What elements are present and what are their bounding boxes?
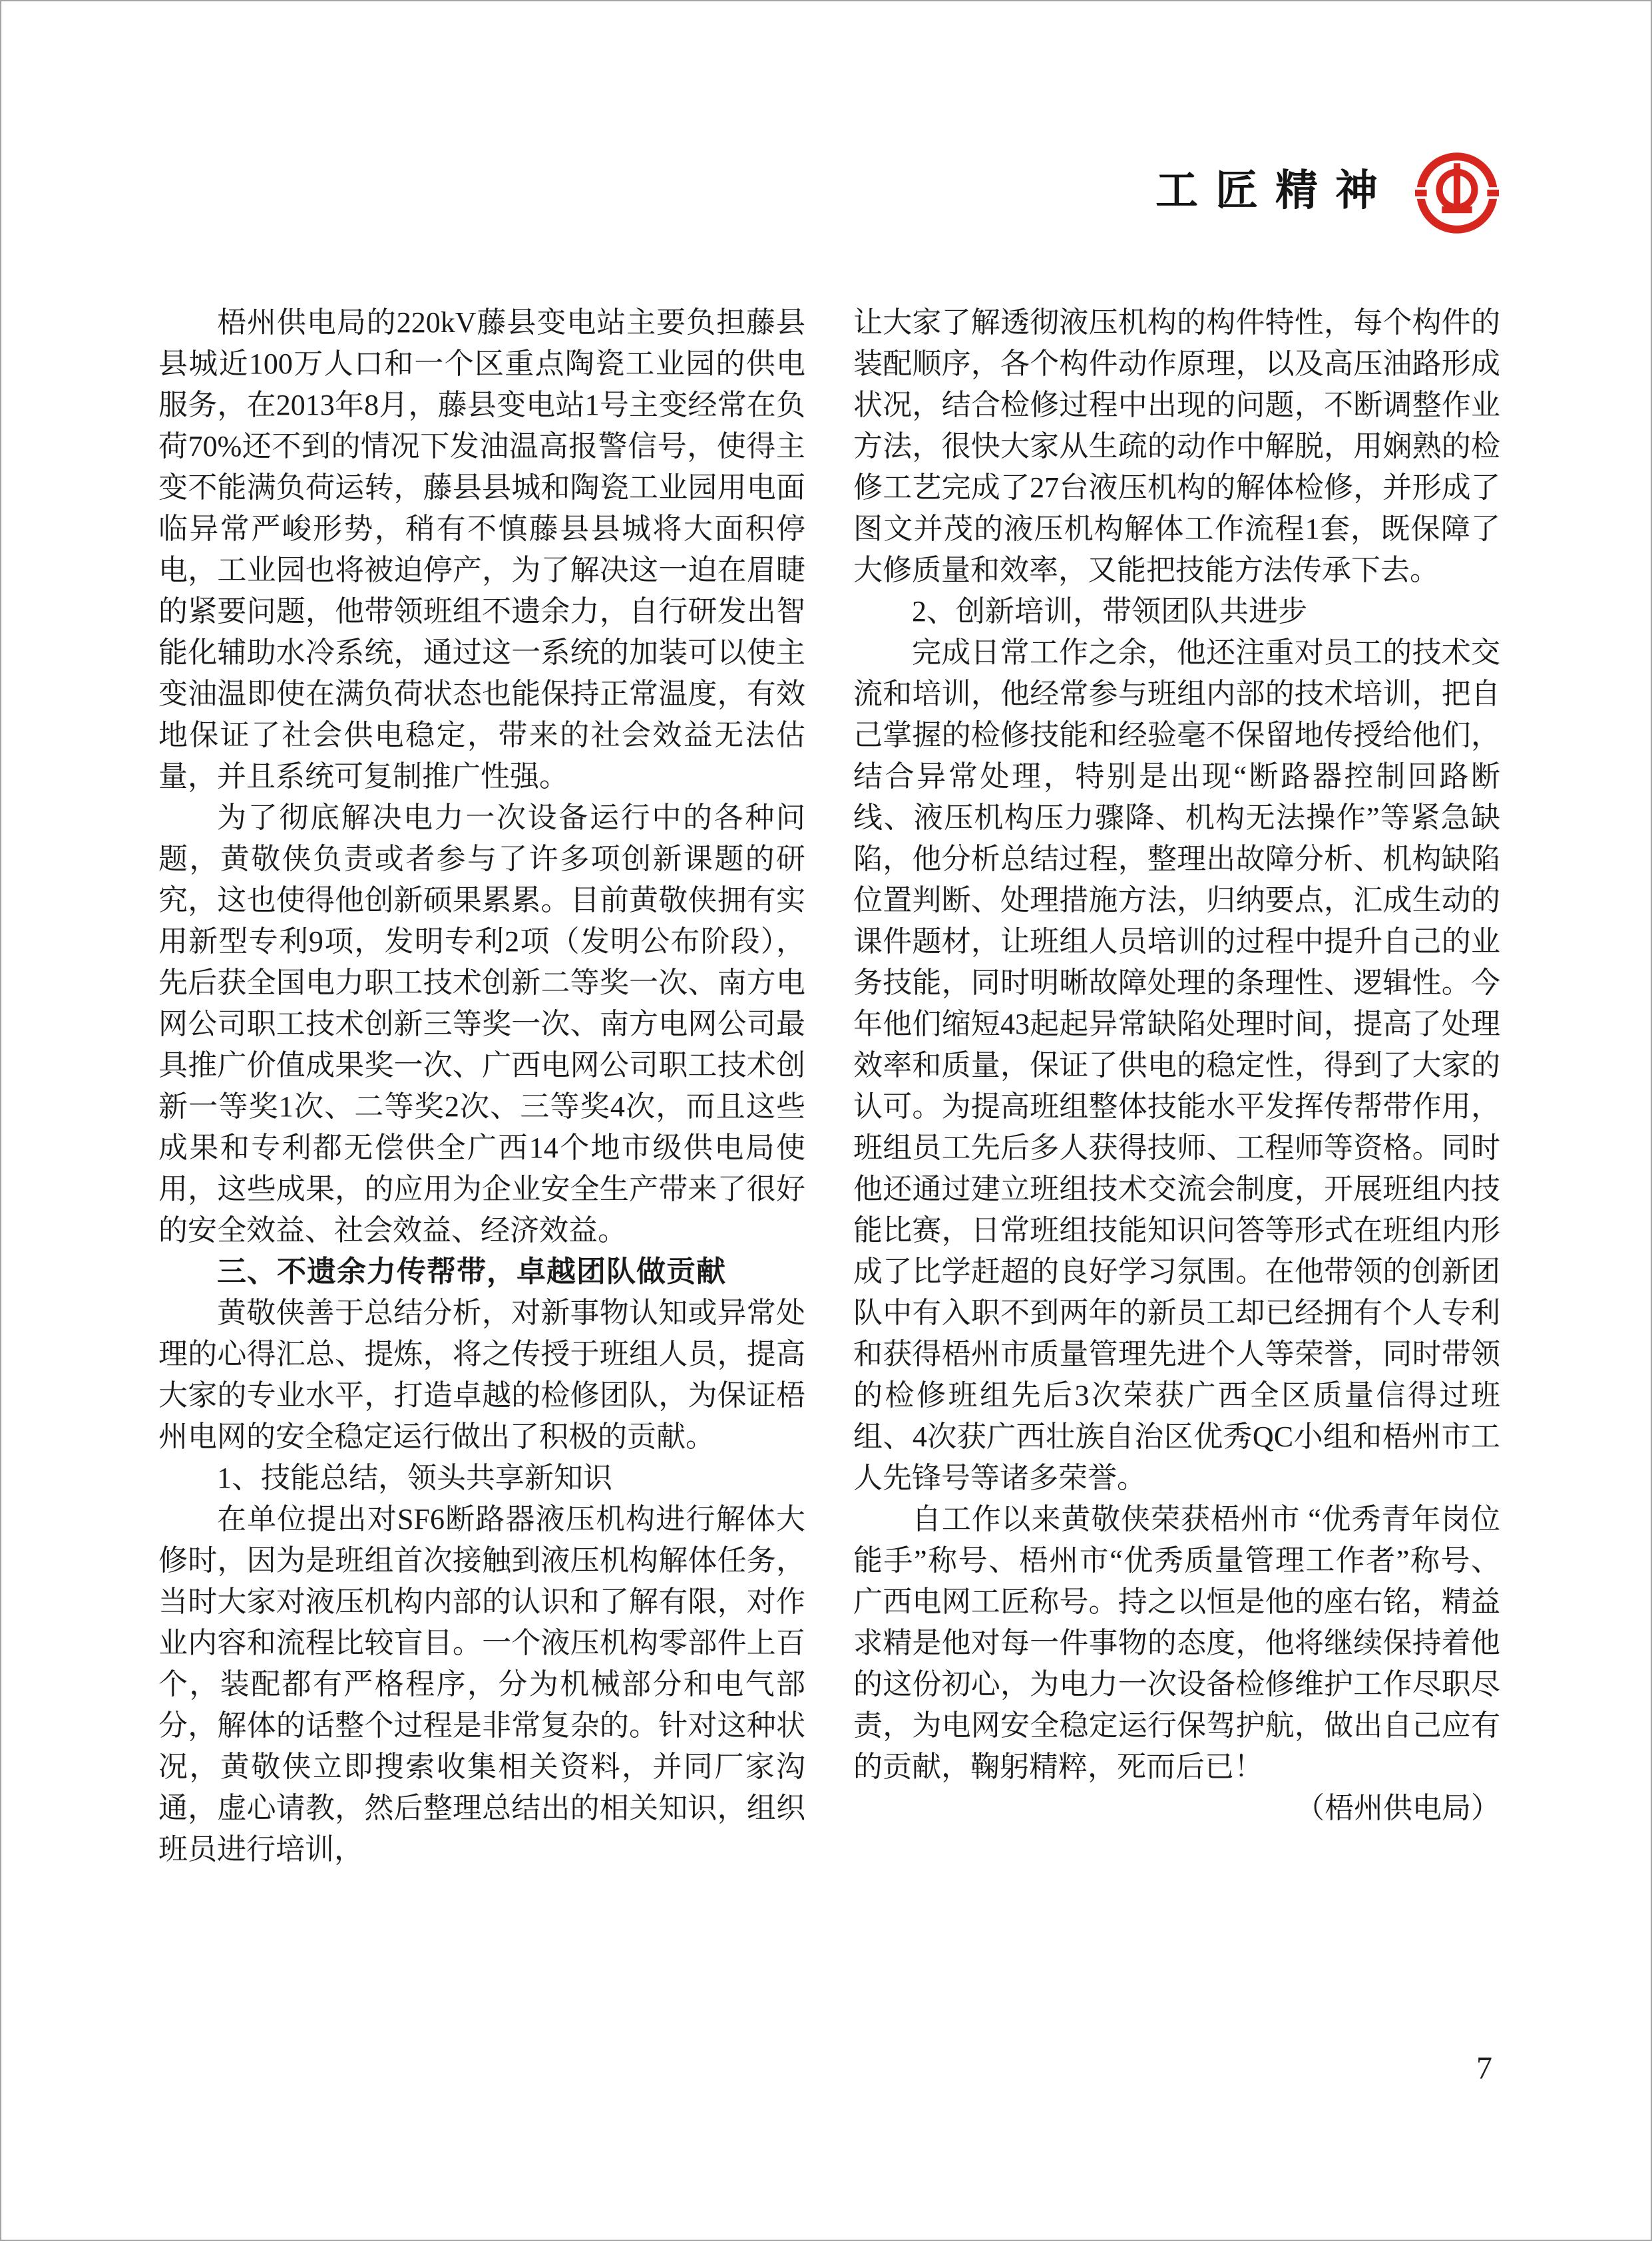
page-number: 7 [1476, 2051, 1492, 2086]
byline: （梧州供电局） [1295, 1792, 1500, 1824]
sub-heading: 1、技能总结，领头共享新知识 [217, 1462, 612, 1494]
text-column-right [853, 302, 1500, 1829]
masthead-title: 工匠精神 [1155, 167, 1395, 214]
text-column-left [158, 302, 805, 1870]
paragraph: 自工作以来黄敬侠荣获梧州市 “优秀青年岗位能手”称号、梧州市“优秀质量管理工作者”称号、广西电网工匠称号。持之以恒是他的座右铭，精益求精是他对每一件事物的态度，他将继续保持着他的这份初心，为电力一次设备检修维护工作尽职尽责，为电网安全稳定运行保驾护航，做出自己应有的贡献，鞠躬精粹，死而后已！ [853, 1503, 1500, 1783]
union-logo-icon [1415, 151, 1499, 235]
sub-heading: 2、创新培训，带领团队共进步 [912, 595, 1307, 628]
paragraph: 为了彻底解决电力一次设备运行中的各种问题，黄敬侠负责或者参与了许多项创新课题的研究，这也使得他创新硕果累累。目前黄敬侠拥有实用新型专利9项，发明专利2项（发明公布阶段），先后获全国电力职工技术创新二等奖一次、南方电网公司职工技术创新三等奖一次、南方电网公司最具推广价值成果奖一次、广西电网公司职工技术创新一等奖1次、二等奖2次、三等奖4次，而且这些成果和专利都无偿供全广西14个地市级供电局使用，这些成果，的应用为企业安全生产带来了很好的安全效益、社会效益、经济效益。 [158, 801, 805, 1247]
paragraph: 完成日常工作之余，他还注重对员工的技术交流和培训，他经常参与班组内部的技术培训，把自己掌握的检修技能和经验毫不保留地传授给他们，结合异常处理，特别是出现“断路器控制回路断线、液压机构压力骤降、机构无法操作”等紧急缺陷，他分析总结过程，整理出故障分析、机构缺陷位置判断、处理措施方法，归纳要点，汇成生动的课件题材，让班组人员培训的过程中提升自己的业务技能，同时明晰故障处理的条理性、逻辑性。今年他们缩短43起起异常缺陷处理时间，提高了处理效率和质量，保证了供电的稳定性，得到了大家的认可。为提高班组整体技能水平发挥传帮带作用，班组员工先后多人获得技师、工程师等资格。同时他还通过建立班组技术交流会制度，开展班组内技能比赛，日常班组技能知识问答等形式在班组内形成了比学赶超的良好学习氛围。在他带领的创新团队中有入职不到两年的新员工却已经拥有个人专利和获得梧州市质量管理先进个人等荣誉，同时带领的检修班组先后3次荣获广西全区质量信得过班组、4次获广西壮族自治区优秀QC小组和梧州市工人先锋号等诸多荣誉。 [853, 636, 1500, 1494]
paragraph: 在单位提出对SF6断路器液压机构进行解体大修时，因为是班组首次接触到液压机构解体任务，当时大家对液压机构内部的认识和了解有限，对作业内容和流程比较盲目。一个液压机构零部件上百个，装配都有严格程序，分为机械部分和电气部分，解体的话整个过程是非常复杂的。针对这种状况，黄敬侠立即搜索收集相关资料，并同厂家沟通，虚心请教，然后整理总结出的相关知识，组织班员进行培训， [158, 1503, 805, 1866]
paragraph: 黄敬侠善于总结分析，对新事物认知或异常处理的心得汇总、提炼，将之传授于班组人员，提高大家的专业水平，打造卓越的检修团队，为保证梧州电网的安全稳定运行做出了积极的贡献。 [158, 1297, 805, 1453]
paragraph: 梧州供电局的220kV藤县变电站主要负担藤县县城近100万人口和一个区重点陶瓷工业园的供电服务，在2013年8月，藤县变电站1号主变经常在负荷70%还不到的情况下发油温高报警信号，使得主变不能满负荷运转，藤县县城和陶瓷工业园用电面临异常严峻形势，稍有不慎藤县县城将大面积停电，工业园也将被迫停产，为了解决这一迫在眉睫的紧要问题，他带领班组不遗余力，自行研发出智能化辅助水冷系统，通过这一系统的加装可以使主变油温即使在满负荷状态也能保持正常温度，有效地保证了社会供电稳定，带来的社会效益无法估量，并且系统可复制推广性强。 [158, 306, 805, 793]
section-heading: 三、不遗余力传帮带，卓越团队做贡献 [217, 1255, 726, 1288]
page-header [1155, 151, 1499, 235]
paragraph-continued: 让大家了解透彻液压机构的构件特性，每个构件的装配顺序，各个构件动作原理，以及高压油路形成状况，结合检修过程中出现的问题，不断调整作业方法，很快大家从生疏的动作中解脱，用娴熟的检修工艺完成了27台液压机构的解体检修，并形成了图文并茂的液压机构解体工作流程1套，既保障了大修质量和效率，又能把技能方法传承下去。 [853, 306, 1500, 586]
